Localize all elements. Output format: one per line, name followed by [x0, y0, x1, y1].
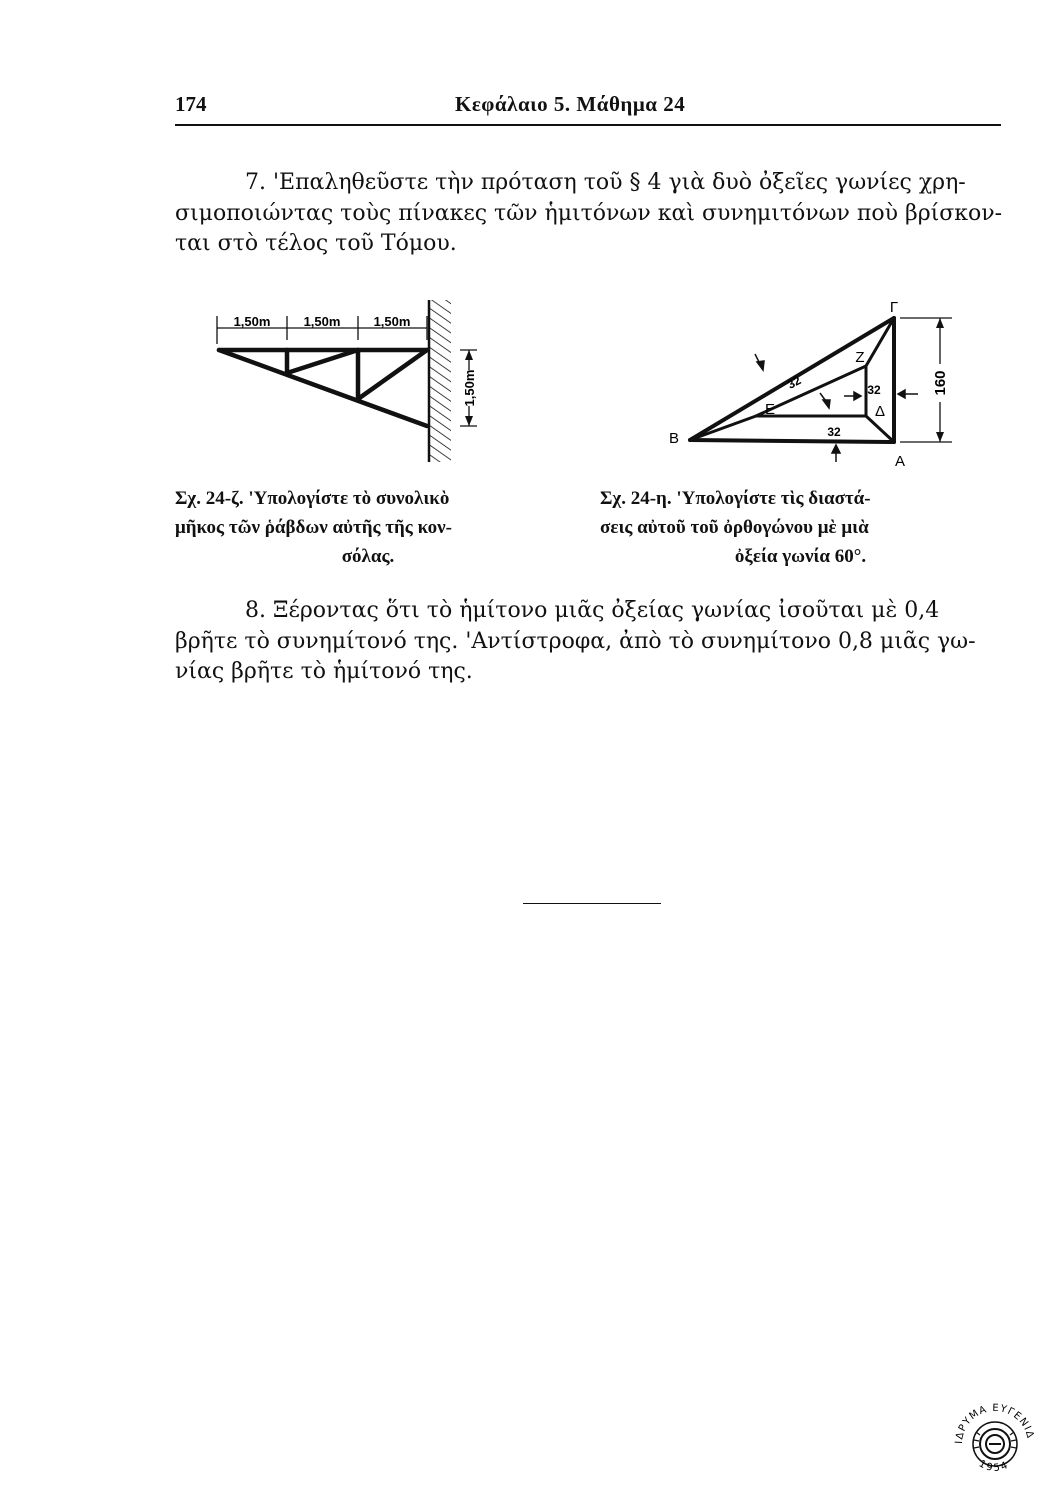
exercise-8: [175, 596, 1001, 688]
seal-year: 1954: [976, 1458, 1012, 1475]
end-rule: [523, 903, 661, 904]
caption-24-zeta: [175, 484, 561, 571]
figure-24-eta-triangle: [660, 300, 975, 470]
height-label: 1,50m: [462, 369, 477, 407]
dim-label-1: 1,50m: [233, 314, 271, 329]
truss-drawing: [205, 298, 485, 470]
dim-label-3: 1,50m: [373, 314, 411, 329]
exercise-7-line-3: ται στὸ τέλος τοῦ Τόμου.: [175, 231, 457, 256]
label-alpha: Α: [894, 453, 906, 470]
running-head: Κεφάλαιο 5. Μάθημα 24: [455, 92, 686, 116]
triangle-drawing: [660, 300, 975, 470]
label-epsilon: Ε: [764, 401, 776, 418]
page-number: 174: [175, 92, 207, 116]
caption-24-eta-line-2: σεις αὐτοῦ τοῦ ὀρθογώνου μὲ μιὰ: [600, 517, 869, 538]
label-gamma: Γ: [889, 299, 899, 316]
svg-text:1954: [977, 1458, 1011, 1474]
exercise-7-line-1: 7. 'Επαληθεῦστε τὴν πρόταση τοῦ § 4 γιὰ δυὸ ὀξεῖες γωνίες χρη-: [245, 170, 966, 195]
exercise-7: [175, 168, 1001, 260]
vert-length-label: 32: [867, 383, 881, 397]
base-length-label: 32: [827, 425, 841, 439]
figure-24-zeta-truss: [205, 298, 485, 470]
seal-graphic: [948, 1394, 1042, 1488]
caption-24-zeta-line-3: σόλας.: [341, 546, 395, 567]
caption-24-eta-line-1: Σχ. 24-η. 'Υπολογίστε τὶς διαστά-: [600, 488, 871, 509]
truss-members: [219, 350, 427, 426]
hyp-length-label: 32: [784, 373, 804, 392]
height-160-label: 160: [932, 370, 949, 396]
page-header: [175, 92, 1001, 122]
dim-label-2: 1,50m: [303, 314, 341, 329]
wall-hatch: [429, 300, 451, 462]
header-rule: [175, 124, 1001, 126]
foundation-seal-icon: [948, 1394, 1042, 1488]
exercise-8-line-3: νίας βρῆτε τὸ ἡμίτονό της.: [175, 659, 473, 684]
seal-top-text: ΙΔΡΥΜΑ ΕΥΓΕΝΙΔ: [953, 1402, 1036, 1445]
exercise-8-line-1: 8. Ξέροντας ὅτι τὸ ἡμίτονο μιᾶς ὀξείας γωνίας ἰσοῦται μὲ 0,4: [245, 598, 940, 623]
caption-24-zeta-line-1: Σχ. 24-ζ. 'Υπολογίστε τὸ συνολικὸ: [175, 488, 450, 509]
exercise-8-line-2: βρῆτε τὸ συνημίτονό της. 'Αντίστροφα, ἀπὸ τὸ συνημίτονο 0,8 μιᾶς γω-: [175, 628, 976, 654]
svg-text:ΙΔΡΥΜΑ ΕΥΓΕΝΙΔΟΥ: [948, 1394, 1036, 1444]
exercise-7-line-2: σιμοποιώντας τοὺς πίνακες τῶν ἡμιτόνων καὶ συνημιτόνων ποὺ βρίσκον-: [175, 200, 1003, 226]
label-delta: Δ: [874, 403, 886, 420]
label-zeta: Ζ: [855, 349, 865, 366]
caption-24-zeta-line-2: μῆκος τῶν ῥάβδων αὐτῆς τῆς κον-: [175, 517, 452, 538]
caption-24-eta: [600, 484, 1001, 571]
caption-24-eta-line-3: ὀξεία γωνία 60°.: [734, 546, 867, 567]
label-beta: Β: [668, 430, 680, 447]
